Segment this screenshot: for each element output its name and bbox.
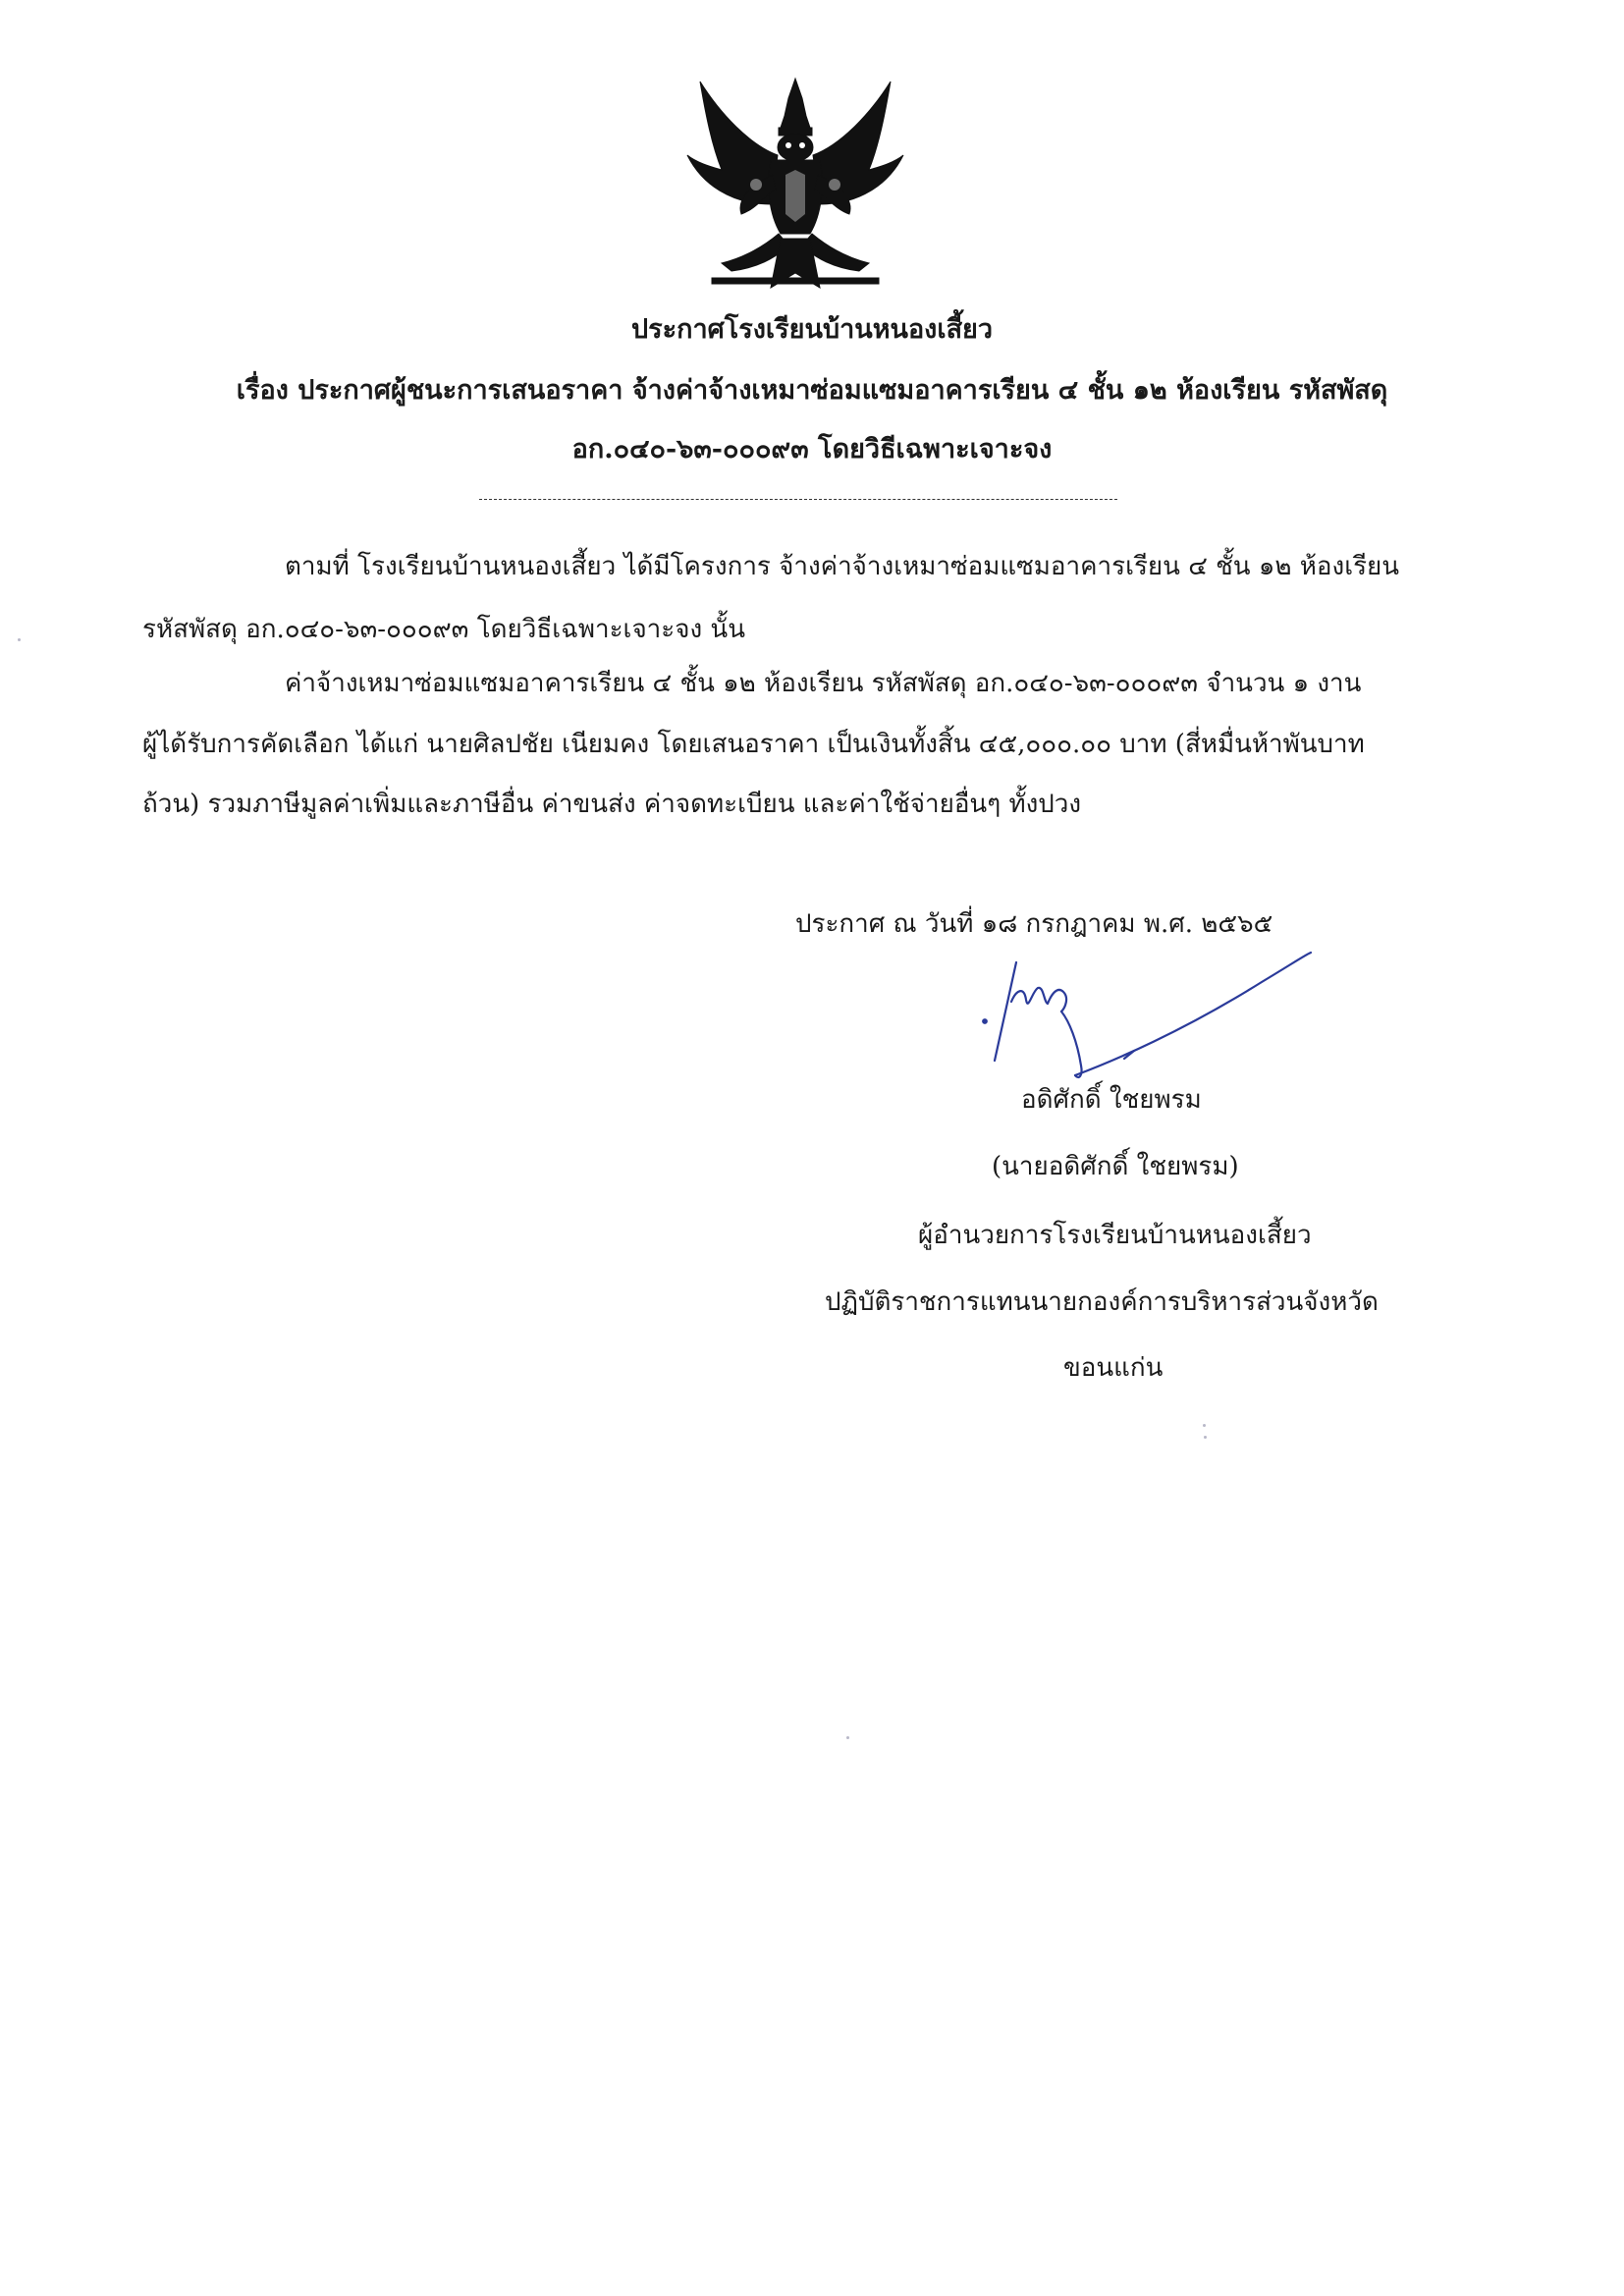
paragraph-1-line-2: รหัสพัสดุ อก.๐๔๐-๖๓-๐๐๐๙๓ โดยวิธีเฉพาะเจาะจง นั้น <box>142 615 745 644</box>
announcement-title: ประกาศโรงเรียนบ้านหนองเสี้ยว <box>630 314 994 345</box>
scan-speck <box>1203 1424 1206 1427</box>
subject-line-1: เรื่อง ประกาศผู้ชนะการเสนอราคา จ้างค่าจ้างเหมาซ่อมแซมอาคารเรียน ๔ ชั้น ๑๒ ห้องเรียน รหัสพัสดุ <box>236 375 1388 406</box>
signatory-name: อดิศักดิ์ ใชยพรม <box>1021 1085 1202 1115</box>
paragraph-2-line-3: ถ้วน) รวมภาษีมูลค่าเพิ่มและภาษีอื่น ค่าขนส่ง ค่าจดทะเบียน และค่าใช้จ่ายอื่นๆ ทั้งปวง <box>142 790 1082 819</box>
divider <box>479 499 1117 500</box>
handwritten-signature <box>967 943 1360 1090</box>
signatory-full-name: (นายอดิศักดิ์ ใชยพรม) <box>992 1152 1239 1181</box>
scan-speck <box>846 1736 849 1739</box>
announcement-date: ประกาศ ณ วันที่ ๑๘ กรกฎาคม พ.ศ. ๒๕๖๕ <box>795 909 1273 939</box>
signatory-position-line-2: ปฏิบัติราชการแทนนายกองค์การบริหารส่วนจังหวัด <box>825 1287 1379 1317</box>
scan-speck <box>18 638 21 641</box>
paragraph-2-line-2: ผู้ได้รับการคัดเลือก ได้แก่ นายศิลปชัย เนียมคง โดยเสนอราคา เป็นเงินทั้งสิ้น ๔๕,๐๐๐.๐๐ บาท (สี่หมื่นห้าพันบาท <box>142 730 1365 759</box>
signatory-position-line-3: ขอนแก่น <box>1063 1353 1164 1383</box>
garuda-emblem-icon <box>682 77 908 298</box>
subject-line-2: อก.๐๔๐-๖๓-๐๐๐๙๓ โดยวิธีเฉพาะเจาะจง <box>571 434 1053 465</box>
signatory-position-line-1: ผู้อำนวยการโรงเรียนบ้านหนองเสี้ยว <box>918 1221 1312 1250</box>
scan-speck <box>1204 1436 1207 1439</box>
paragraph-1-line-1: ตามที่ โรงเรียนบ้านหนองเสี้ยว ได้มีโครงการ จ้างค่าจ้างเหมาซ่อมแซมอาคารเรียน ๔ ชั้น ๑๒ ห้องเรียน <box>285 552 1400 581</box>
paragraph-2-line-1: ค่าจ้างเหมาซ่อมแซมอาคารเรียน ๔ ชั้น ๑๒ ห้องเรียน รหัสพัสดุ อก.๐๔๐-๖๓-๐๐๐๙๓ จำนวน ๑ งาน <box>285 669 1362 698</box>
